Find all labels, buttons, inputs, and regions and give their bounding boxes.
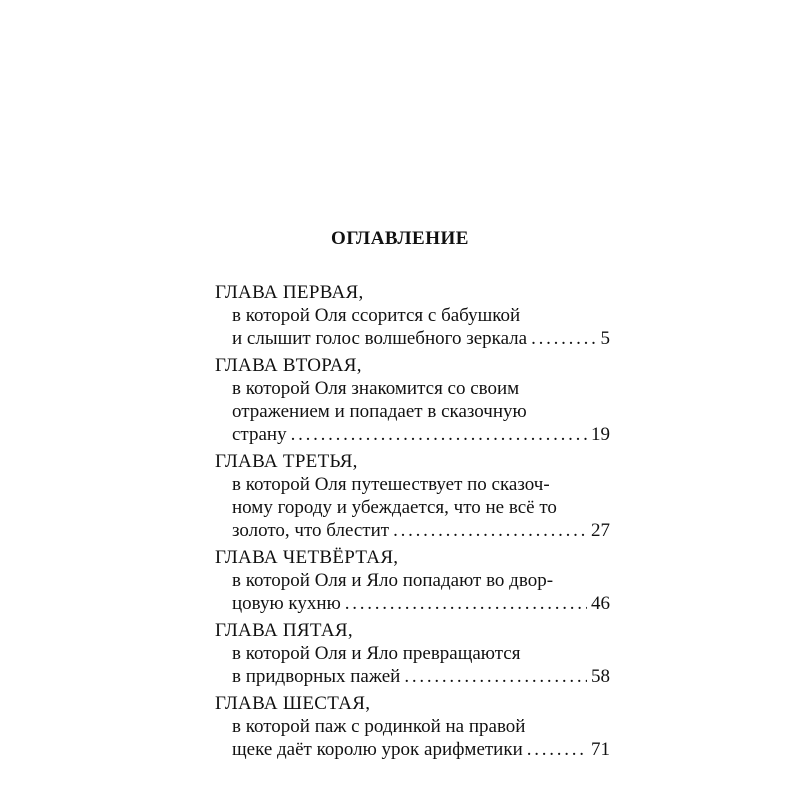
chapter-description-line bbox=[215, 473, 610, 496]
chapter-description-last-line bbox=[215, 665, 610, 688]
toc-entry-5 bbox=[215, 619, 610, 688]
chapter-title: ГЛАВА ПЯТАЯ, bbox=[215, 620, 353, 641]
description-text: в которой Оля и Яло попадают во двор- bbox=[232, 570, 554, 591]
description-text: в которой Оля знакомится со своим bbox=[232, 378, 520, 399]
chapter-description-last-line bbox=[215, 738, 610, 761]
dot-leader bbox=[345, 592, 587, 615]
page-number: 71 bbox=[591, 739, 610, 760]
chapter-title: ГЛАВА ПЕРВАЯ, bbox=[215, 282, 364, 303]
toc-entry-1 bbox=[215, 281, 610, 350]
description-text: в которой Оля и Яло превращаются bbox=[232, 643, 521, 664]
chapter-description-line bbox=[215, 715, 610, 738]
toc-entry-4 bbox=[215, 546, 610, 615]
dot-leader bbox=[531, 327, 596, 350]
toc-entry-6 bbox=[215, 692, 610, 761]
dot-leader bbox=[291, 423, 587, 446]
dot-leader bbox=[527, 738, 587, 761]
page-number: 27 bbox=[591, 520, 610, 541]
description-text: золото, что блестит bbox=[232, 520, 390, 541]
dot-leader bbox=[404, 665, 587, 688]
chapter-description-line bbox=[215, 496, 610, 519]
chapter-description-last-line bbox=[215, 327, 610, 350]
toc-entry-2 bbox=[215, 354, 610, 446]
page-number: 58 bbox=[591, 666, 610, 687]
description-text: щеке даёт королю урок арифметики bbox=[232, 739, 523, 760]
description-text: в придворных пажей bbox=[232, 666, 401, 687]
chapter-title: ГЛАВА ЧЕТВЁРТАЯ, bbox=[215, 547, 399, 568]
dot-leader bbox=[393, 519, 587, 542]
description-text: в которой паж с родинкой на правой bbox=[232, 716, 526, 737]
chapter-description-line bbox=[215, 304, 610, 327]
description-text: страну bbox=[232, 424, 287, 445]
page-number: 46 bbox=[591, 593, 610, 614]
chapter-description-last-line bbox=[215, 423, 610, 446]
chapter-description-last-line bbox=[215, 592, 610, 615]
chapter-description-line bbox=[215, 569, 610, 592]
chapter-title: ГЛАВА ТРЕТЬЯ, bbox=[215, 451, 358, 472]
description-text: цовую кухню bbox=[232, 593, 341, 614]
description-text: в которой Оля путешествует по сказоч- bbox=[232, 474, 550, 495]
chapter-description-last-line bbox=[215, 519, 610, 542]
description-text: ному городу и убеждается, что не всё то bbox=[232, 497, 557, 518]
page-number: 5 bbox=[600, 328, 610, 349]
description-text: и слышит голос волшебного зеркала bbox=[232, 328, 528, 349]
description-text: в которой Оля ссорится с бабушкой bbox=[232, 305, 521, 326]
chapter-description-line bbox=[215, 642, 610, 665]
page-title: ОГЛАВЛЕНИЕ bbox=[331, 228, 469, 249]
page-number: 19 bbox=[591, 424, 610, 445]
description-text: отражением и попадает в сказочную bbox=[232, 401, 527, 422]
chapter-title: ГЛАВА ШЕСТАЯ, bbox=[215, 693, 371, 714]
chapter-description-line bbox=[215, 377, 610, 400]
toc-entry-3 bbox=[215, 450, 610, 542]
chapter-title: ГЛАВА ВТОРАЯ, bbox=[215, 355, 362, 376]
chapter-description-line bbox=[215, 400, 610, 423]
table-of-contents bbox=[215, 281, 610, 765]
